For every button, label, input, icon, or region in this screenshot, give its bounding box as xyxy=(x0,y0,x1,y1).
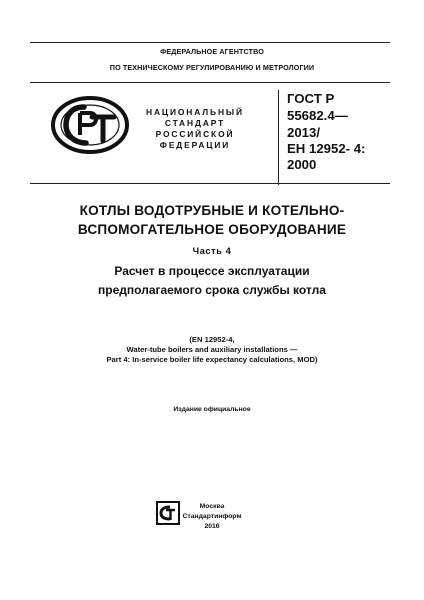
document-title-line-2: ВСПОМОГАТЕЛЬНОЕ ОБОРУДОВАНИЕ xyxy=(77,222,347,237)
document-title-line-1: КОТЛЫ ВОДОТРУБНЫЕ И КОТЕЛЬНО- xyxy=(79,203,345,218)
standard-block-bottom-rule xyxy=(30,183,390,184)
national-standard-word-3: РОССИЙСКОЙ xyxy=(155,129,235,139)
en-reference-line-3: Part 4: In-service boiler life expectancy calculations, MOD) xyxy=(106,355,318,364)
standard-code-line-1: ГОСТ Р xyxy=(287,91,335,106)
agency-name-line-1: ФЕДЕРАЛЬНОЕ АГЕНТСТВО xyxy=(160,47,264,56)
top-rule xyxy=(30,42,390,43)
en-reference-line-2: Water-tube boilers and auxiliary installations — xyxy=(126,345,298,354)
national-standard-word-4: ФЕДЕРАЦИИ xyxy=(159,140,231,150)
national-standard-word-1: НАЦИОНАЛЬНЫЙ xyxy=(146,107,244,117)
publisher-name: Стандартинформ xyxy=(182,513,242,520)
part-number: Часть 4 xyxy=(192,246,232,256)
standard-code-line-3: 2013/ xyxy=(287,125,321,140)
standard-code-line-5: 2000 xyxy=(287,157,317,172)
en-reference-line-1: (EN 12952-4, xyxy=(189,335,235,344)
vertical-divider xyxy=(278,90,279,185)
header-bottom-rule xyxy=(30,82,390,83)
official-edition-label: Издание официальное xyxy=(173,406,251,413)
document-subtitle-line-1: Расчет в процессе эксплуатации xyxy=(114,264,310,278)
agency-name-line-2: ПО ТЕХНИЧЕСКОМУ РЕГУЛИРОВАНИЮ И МЕТРОЛОГИИ xyxy=(109,63,315,72)
standard-code-line-4: ЕН 12952- 4: xyxy=(287,141,366,156)
national-standard-word-2: СТАНДАРТ xyxy=(164,118,226,128)
publication-year: 2016 xyxy=(204,523,220,530)
standard-code-line-2: 55682.4— xyxy=(287,108,348,123)
publisher-city: Москва xyxy=(199,503,225,510)
document-subtitle-line-2: предполагаемого срока службы котла xyxy=(98,283,326,297)
